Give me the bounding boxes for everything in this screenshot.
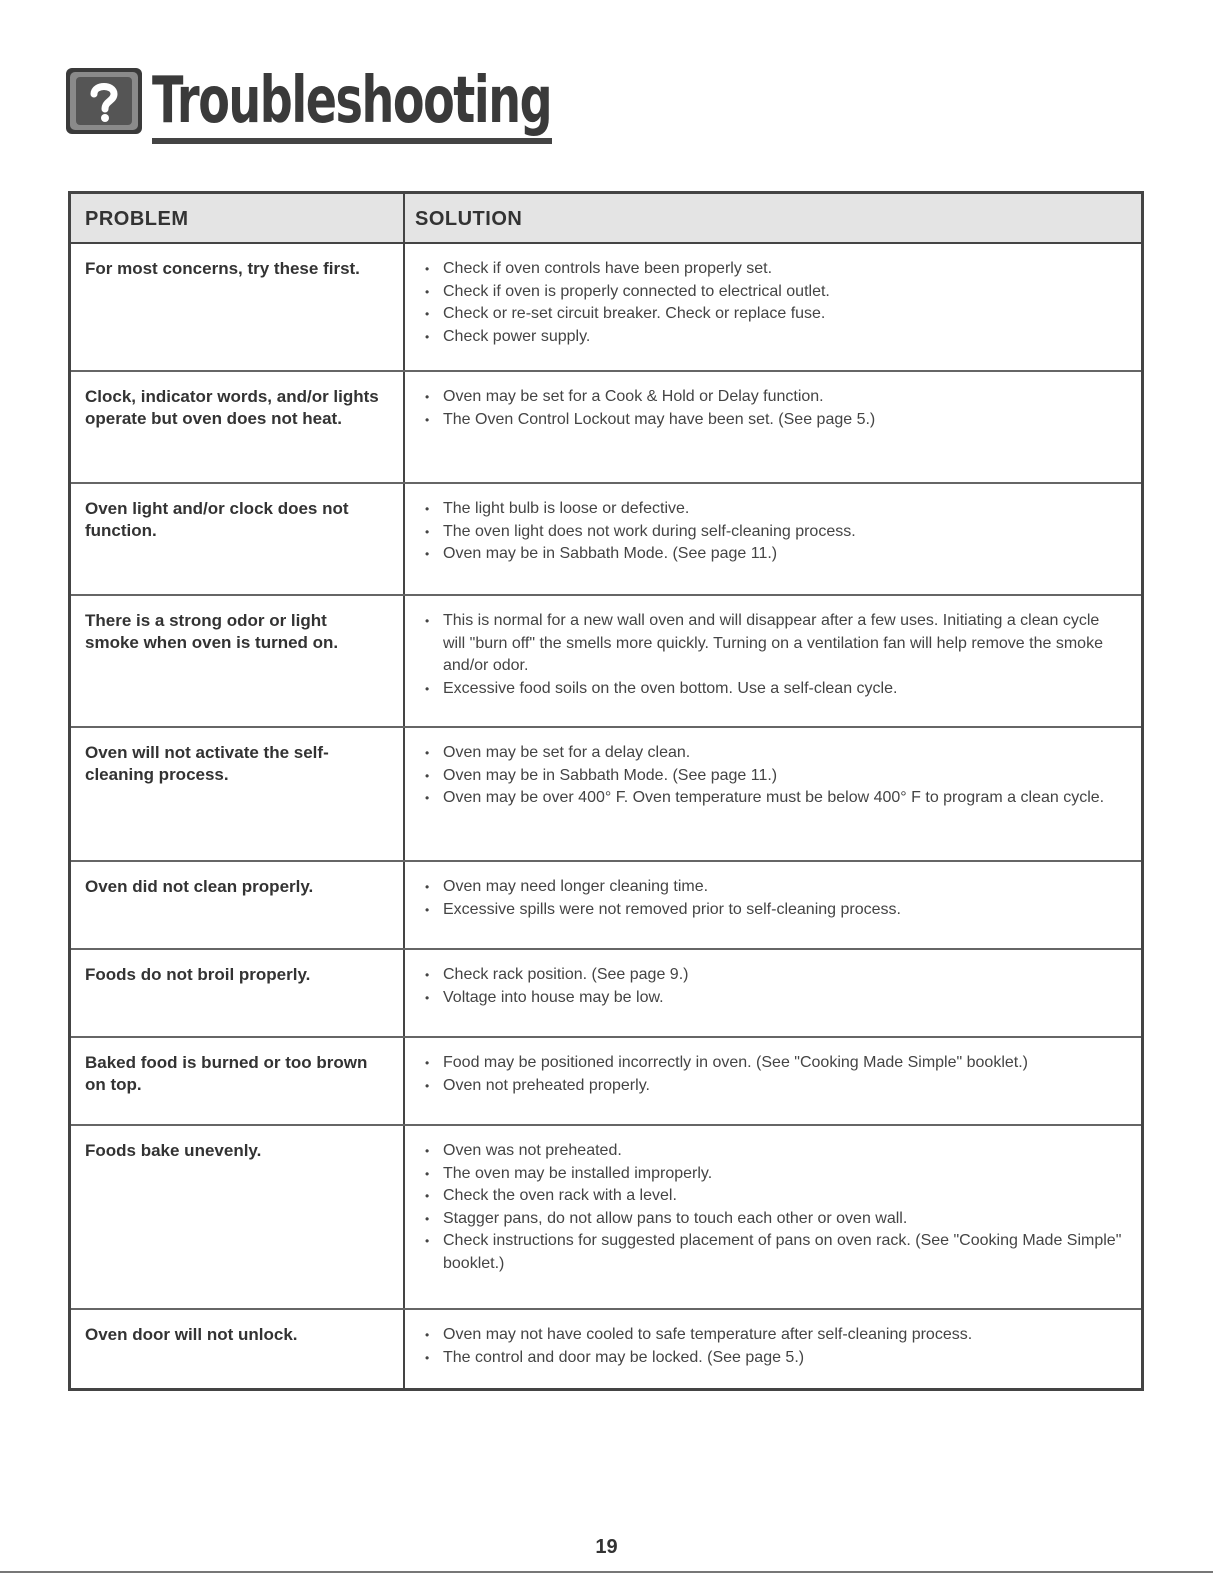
troubleshooting-table bbox=[68, 191, 1144, 1391]
solution-item: • Voltage into house may be low. bbox=[423, 987, 1123, 1010]
solution-item: • Oven was not preheated. bbox=[423, 1140, 1123, 1163]
problem-cell: Clock, indicator words, and/or lights operate but oven does not heat. bbox=[85, 387, 379, 428]
solution-item: • The Oven Control Lockout may have been set. (See page 5.) bbox=[423, 409, 1123, 432]
solution-item: • Oven may need longer cleaning time. bbox=[423, 876, 1123, 899]
solution-list bbox=[423, 876, 1123, 921]
solution-item: • Check if oven controls have been properly set. bbox=[423, 258, 1123, 281]
solution-item: • Check the oven rack with a level. bbox=[423, 1185, 1123, 1208]
table-row bbox=[71, 1126, 1141, 1310]
solution-item: • The oven may be installed improperly. bbox=[423, 1163, 1123, 1186]
table-row bbox=[71, 596, 1141, 728]
table-row bbox=[71, 862, 1141, 950]
solution-item: • The oven light does not work during self-cleaning process. bbox=[423, 521, 1123, 544]
solution-list bbox=[423, 386, 1123, 431]
solution-item: • Oven may be over 400° F. Oven temperature must be below 400° F to program a clean cycle. bbox=[423, 787, 1123, 810]
problem-cell: Oven will not activate the self-cleaning process. bbox=[85, 743, 329, 784]
table-row bbox=[71, 372, 1141, 484]
column-header-solution: SOLUTION bbox=[415, 208, 523, 230]
problem-cell: Foods bake unevenly. bbox=[85, 1141, 262, 1160]
question-mark-icon bbox=[66, 68, 142, 134]
problem-cell: Oven light and/or clock does not function. bbox=[85, 499, 349, 540]
solution-item: • Excessive food soils on the oven bottom. Use a self-clean cycle. bbox=[423, 678, 1123, 701]
bottom-rule bbox=[0, 1571, 1213, 1573]
solution-item: • Oven may be in Sabbath Mode. (See page 11.) bbox=[423, 543, 1123, 566]
table-row bbox=[71, 728, 1141, 862]
problem-cell: Oven door will not unlock. bbox=[85, 1325, 298, 1344]
solution-item: • Excessive spills were not removed prior to self-cleaning process. bbox=[423, 899, 1123, 922]
table-row bbox=[71, 244, 1141, 372]
table-row bbox=[71, 1038, 1141, 1126]
solution-item: • Check or re-set circuit breaker. Check or replace fuse. bbox=[423, 303, 1123, 326]
table-row bbox=[71, 1310, 1141, 1388]
page-title: Troubleshooting bbox=[152, 64, 552, 138]
table-row bbox=[71, 950, 1141, 1038]
solution-item: • Oven may be in Sabbath Mode. (See page 11.) bbox=[423, 765, 1123, 788]
solution-item: • This is normal for a new wall oven and will disappear after a few uses. Initiating a clean cycle will "burn off" the smells more quickly. Turning on a ventilation fan will help remove the smoke and/or odor. bbox=[423, 610, 1123, 678]
title-underline bbox=[152, 138, 552, 144]
solution-list bbox=[423, 1052, 1123, 1097]
solution-item: • Check instructions for suggested placement of pans on oven rack. (See "Cooking Made Simple" booklet.) bbox=[423, 1230, 1123, 1275]
solution-item: • Food may be positioned incorrectly in oven. (See "Cooking Made Simple" booklet.) bbox=[423, 1052, 1123, 1075]
solution-list bbox=[423, 1140, 1123, 1275]
problem-cell: There is a strong odor or light smoke when oven is turned on. bbox=[85, 611, 339, 652]
solution-item: • The control and door may be locked. (See page 5.) bbox=[423, 1347, 1123, 1370]
solution-item: • Check if oven is properly connected to electrical outlet. bbox=[423, 281, 1123, 304]
solution-item: • Oven not preheated properly. bbox=[423, 1075, 1123, 1098]
solution-item: • Check power supply. bbox=[423, 326, 1123, 349]
solution-list bbox=[423, 742, 1123, 810]
solution-list bbox=[423, 610, 1123, 700]
page-number: 19 bbox=[595, 1536, 618, 1558]
problem-cell: Oven did not clean properly. bbox=[85, 877, 314, 896]
problem-cell: Baked food is burned or too brown on top. bbox=[85, 1053, 368, 1094]
problem-cell: For most concerns, try these first. bbox=[85, 259, 360, 278]
solution-item: • Oven may be set for a delay clean. bbox=[423, 742, 1123, 765]
solution-item: • Stagger pans, do not allow pans to touch each other or oven wall. bbox=[423, 1208, 1123, 1231]
solution-item: • The light bulb is loose or defective. bbox=[423, 498, 1123, 521]
solution-item: • Check rack position. (See page 9.) bbox=[423, 964, 1123, 987]
solution-item: • Oven may be set for a Cook & Hold or Delay function. bbox=[423, 386, 1123, 409]
table-header bbox=[71, 194, 1141, 244]
solution-list bbox=[423, 258, 1123, 348]
solution-list bbox=[423, 1324, 1123, 1369]
solution-list bbox=[423, 964, 1123, 1009]
solution-list bbox=[423, 498, 1123, 566]
table-row bbox=[71, 484, 1141, 596]
column-header-problem: PROBLEM bbox=[85, 208, 189, 230]
solution-item: • Oven may not have cooled to safe temperature after self-cleaning process. bbox=[423, 1324, 1123, 1347]
problem-cell: Foods do not broil properly. bbox=[85, 965, 311, 984]
